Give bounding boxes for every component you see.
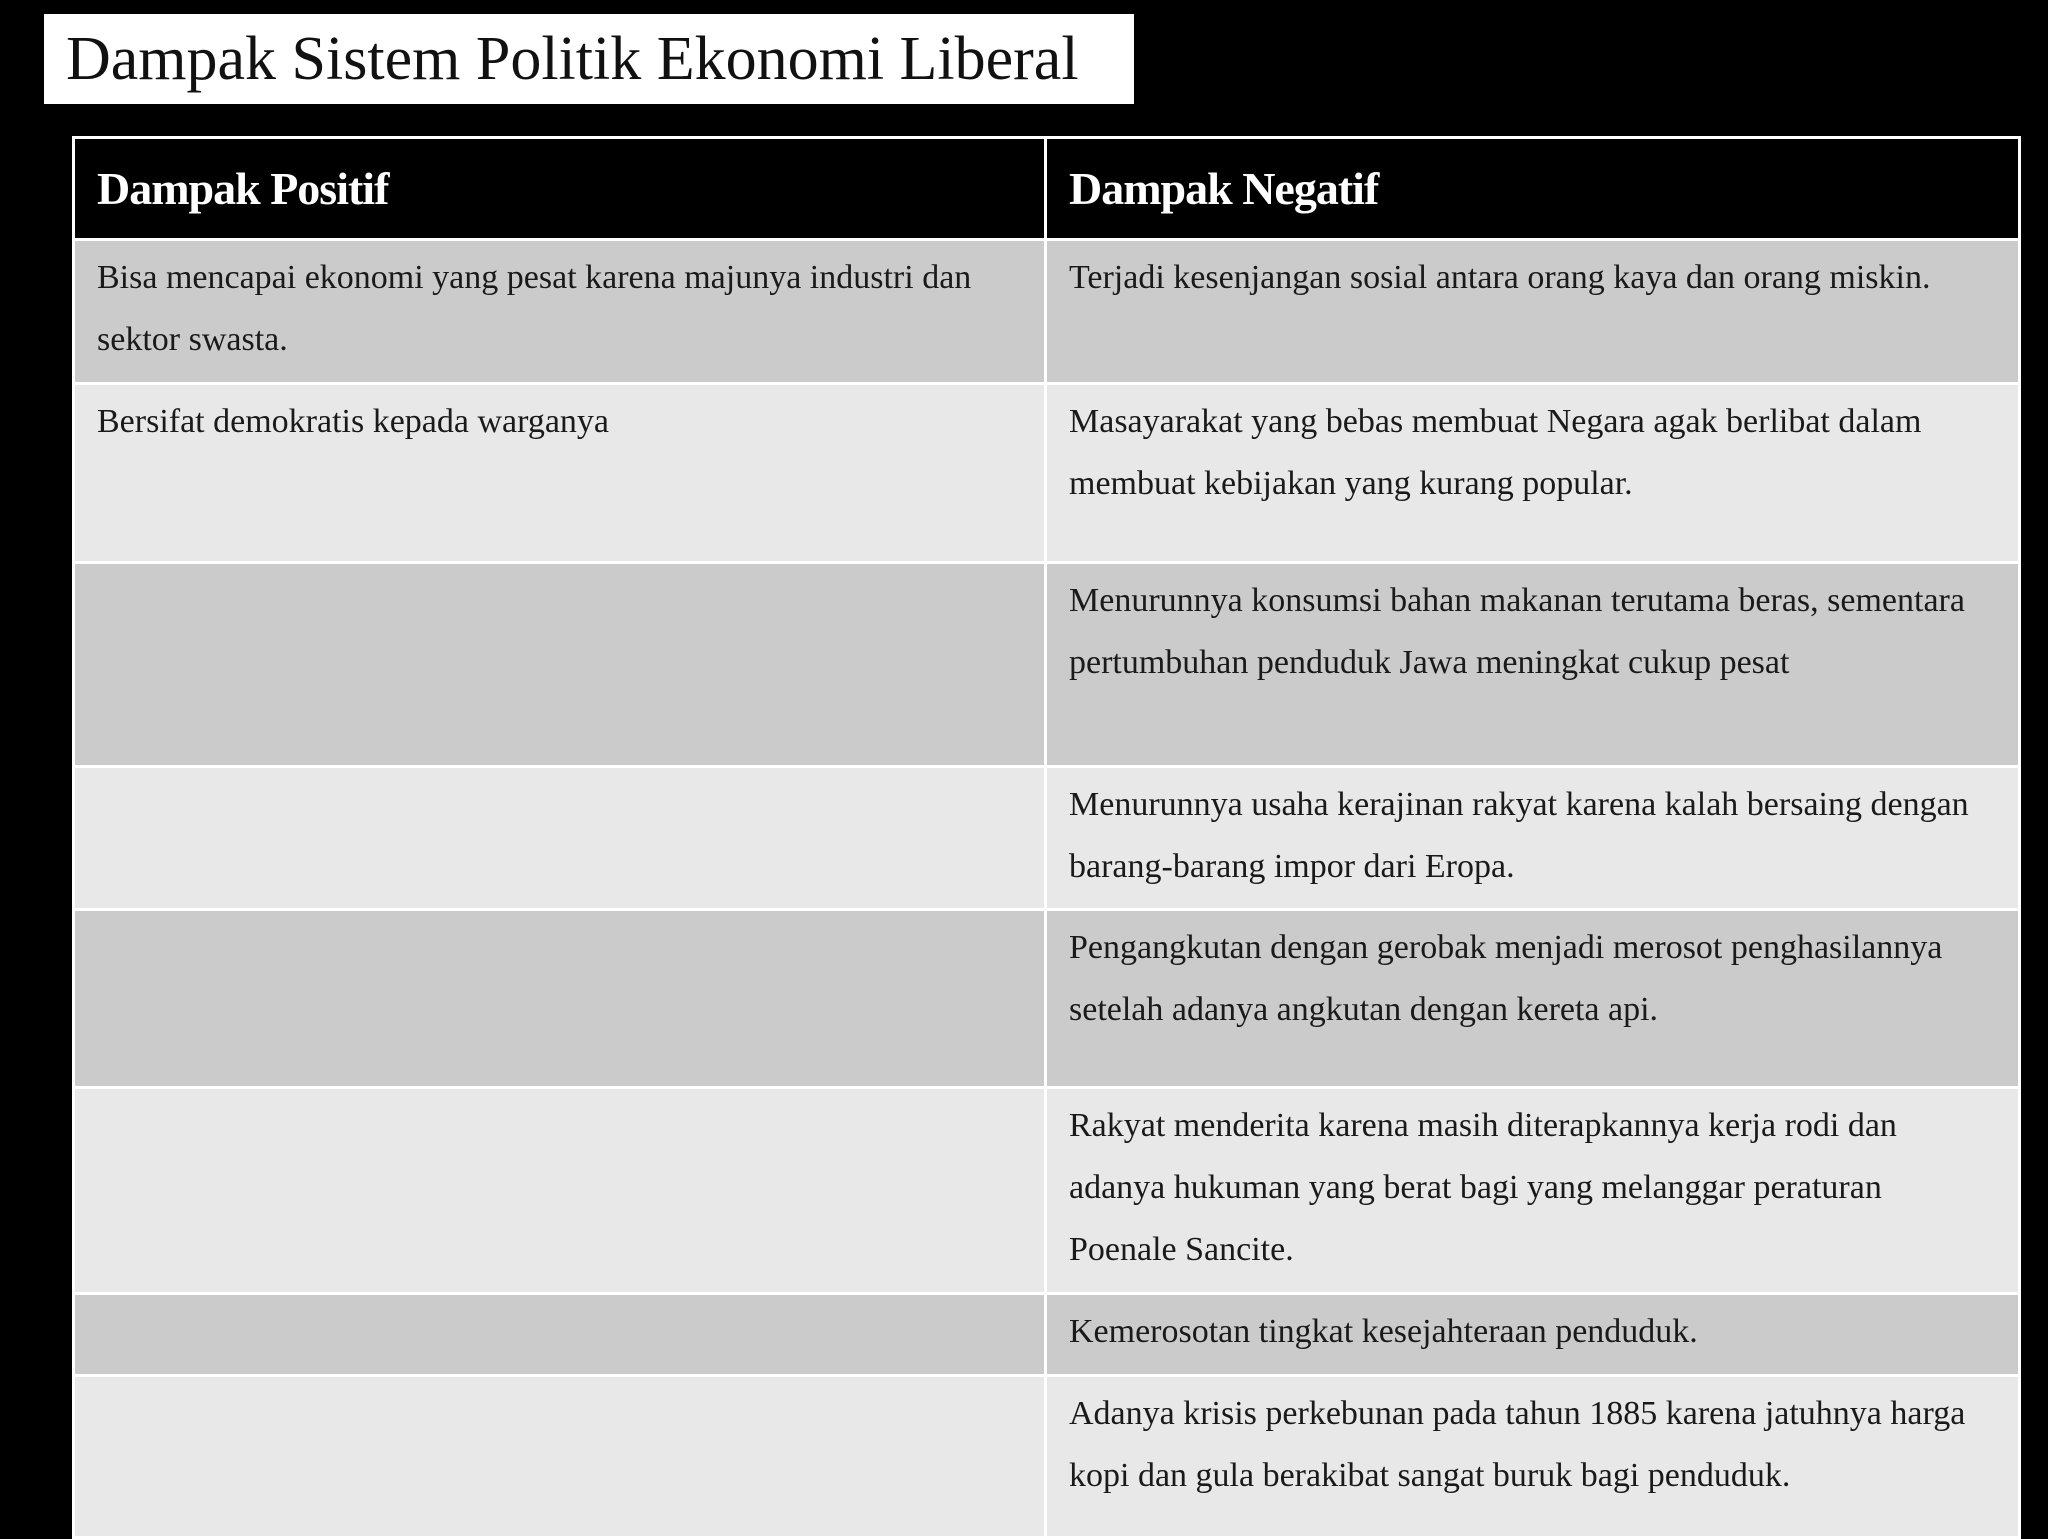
cell-negative: Menurunnya usaha kerajinan rakyat karena kalah bersaing dengan barang-barang impor dari Eropa.	[1046, 767, 2020, 910]
cell-negative: Terjadi kesenjangan sosial antara orang kaya dan orang miskin.	[1046, 240, 2020, 384]
header-negative: Dampak Negatif	[1046, 138, 2020, 240]
cell-positive	[74, 1294, 1046, 1376]
table-row	[74, 1376, 2020, 1538]
impact-table	[72, 136, 2021, 1539]
table-row	[74, 563, 2020, 767]
cell-negative: Adanya krisis perkebunan pada tahun 1885 karena jatuhnya harga kopi dan gula berakibat sangat buruk bagi penduduk.	[1046, 1376, 2020, 1538]
table-row	[74, 384, 2020, 563]
cell-negative: Rakyat menderita karena masih diterapkannya kerja rodi dan adanya hukuman yang berat bagi yang melanggar peraturan Poenale Sancite.	[1046, 1088, 2020, 1294]
table-row	[74, 767, 2020, 910]
cell-negative: Kemerosotan tingkat kesejahteraan penduduk.	[1046, 1294, 2020, 1376]
cell-positive: Bersifat demokratis kepada warganya	[74, 384, 1046, 563]
title-box	[44, 14, 1134, 104]
cell-positive	[74, 1376, 1046, 1538]
cell-positive: Bisa mencapai ekonomi yang pesat karena majunya industri dan sektor swasta.	[74, 240, 1046, 384]
cell-positive	[74, 563, 1046, 767]
table-row	[74, 240, 2020, 384]
slide-title: Dampak Sistem Politik Ekonomi Liberal	[66, 25, 1079, 93]
cell-negative: Pengangkutan dengan gerobak menjadi merosot penghasilannya setelah adanya angkutan dengan kereta api.	[1046, 910, 2020, 1088]
table-row	[74, 910, 2020, 1088]
cell-negative: Masayarakat yang bebas membuat Negara agak berlibat dalam membuat kebijakan yang kurang popular.	[1046, 384, 2020, 563]
cell-positive	[74, 910, 1046, 1088]
header-positive: Dampak Positif	[74, 138, 1046, 240]
cell-positive	[74, 767, 1046, 910]
cell-negative: Menurunnya konsumsi bahan makanan terutama beras, sementara pertumbuhan penduduk Jawa meningkat cukup pesat	[1046, 563, 2020, 767]
table-row	[74, 1294, 2020, 1376]
cell-positive	[74, 1088, 1046, 1294]
table-row	[74, 1088, 2020, 1294]
table-header-row	[74, 138, 2020, 240]
